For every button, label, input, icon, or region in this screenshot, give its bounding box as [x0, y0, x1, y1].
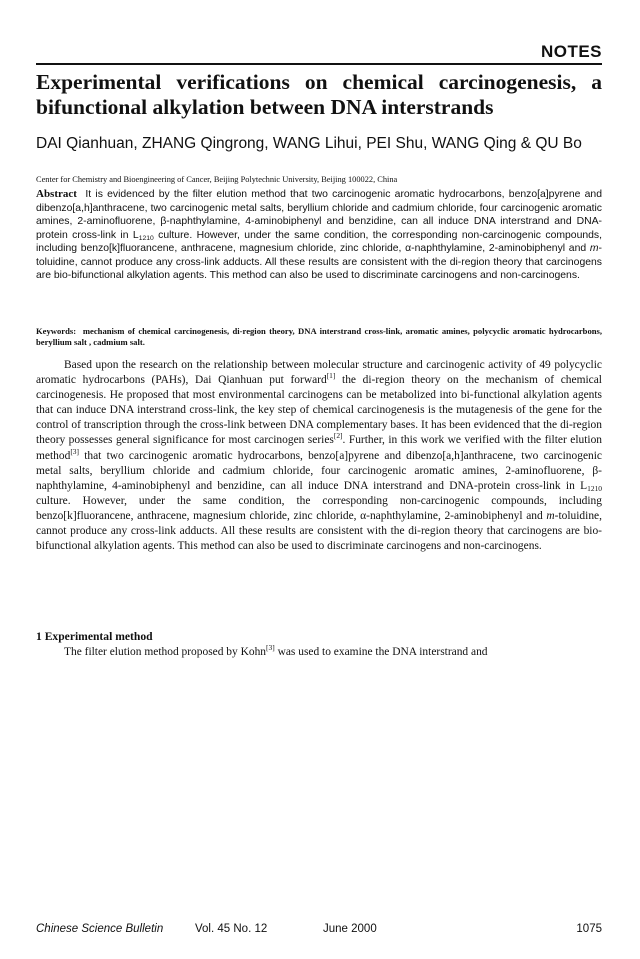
citation-ref-3b[interactable]: [3] [266, 643, 275, 652]
method-text-1: The filter elution method proposed by Kohn [64, 646, 267, 658]
method-paragraph [36, 645, 602, 660]
page-number: 1075 [576, 923, 602, 935]
article-title: Experimental verifications on chemical carcinogenesis, a bifunctional alkylation between DNA interstrands [36, 70, 602, 119]
intro-text-4: that two carcinogenic aromatic hydrocarbons, benzo[a]pyrene and dibenzo[a,h]anthracene, two carcinogenic metal salts, beryllium chloride and cadmium chloride, four carcinogenic aromatic amines, 2-aminofluorene, β-naphthylamine, 4-aminobiphenyl and benzidine, can all induce DNA interstrand and DNA-protein cross-link in L [36, 449, 602, 492]
citation-ref-2[interactable]: [2] [333, 431, 343, 441]
keywords-label: Keywords: [36, 326, 77, 336]
issue-date: June 2000 [323, 923, 377, 935]
header-rule [36, 63, 602, 65]
section-heading: 1 Experimental method [36, 630, 153, 643]
abstract-text-2: culture. However, under the same condition, the corresponding non-carcinogenic compounds, including benzo[k]fluorancene, anthracene, magnesium chloride, zinc chloride, α-naphthylamine, 2-aminobiphenyl and [36, 229, 602, 254]
keywords [36, 326, 602, 348]
journal-name: Chinese Science Bulletin [36, 923, 164, 935]
abstract-meta-prefix: m [589, 243, 599, 254]
intro-text-3: . Further, in this work we verified with the filter elution method [36, 434, 603, 462]
page-footer [36, 923, 602, 939]
abstract-cell-line-subscript: 1210 [138, 234, 154, 242]
meta-prefix: m [546, 509, 555, 522]
author-list: DAI Qianhuan, ZHANG Qingrong, WANG Lihui, PEI Shu, WANG Qing & QU Bo [36, 135, 582, 152]
volume-issue: Vol. 45 No. 12 [195, 923, 268, 935]
intro-text-6: -toluidine, cannot produce any cross-link adducts. All these results are consistent with the di-region theory that carcinogens are bio-bifunctional alkylation agents. This method can also be used to discriminate carcinogens and non-carcinogens. [36, 509, 602, 553]
cell-line-subscript: 1210 [587, 483, 602, 493]
intro-text-5: culture. However, under the same condition, the corresponding non-carcinogenic compounds, including benzo[k]fluorancene, anthracene, magnesium chloride, zinc chloride, α-naphthylamine, 2-aminobiphenyl and [36, 494, 602, 522]
abstract-text-3: -toluidine, cannot produce any cross-link adducts. All these results are consistent with the di-region theory that carcinogens are bio-bifunctional alkylation agents. This method can also be used to discriminate carcinogens and non-carcinogens. [36, 243, 602, 281]
method-text-2: was used to examine the DNA interstrand and [274, 646, 488, 658]
intro-paragraph [36, 358, 602, 554]
intro-text-1: Based upon the research on the relationship between molecular structure and carcinogenic activity of 49 polycyclic aromatic hydrocarbons (PAHs), Dai Qianhuan put forward [36, 359, 602, 387]
abstract-label: Abstract [36, 188, 77, 200]
intro-text-2: the di-region theory on the mechanism of chemical carcinogenesis. He proposed that most environmental carcinogens can be metabolized into bi-functional alkylation agents that can induce DNA interstrand cross-link, the key step of chemical carcinogenesis is the mutagenesis of the gene for the control of transcription through the cross-link between DNA complementary bases. It has been evidenced that the di-region theory possesses general significance for most carcinogen series [36, 374, 602, 447]
abstract-text-1: It is evidenced by the filter elution method that two carcinogenic aromatic hydrocarbons, benzo[a]pyrene and dibenzo[a,h]anthracene, two carcinogenic metal salts, beryllium chloride and cadmium chloride, four carcinogenic aromatic amines, 2-aminofluorene, β-naphthylamine, 4-aminobiphenyl and benzidine, can all induce DNA interstrand and DNA-protein cross-link in L [36, 189, 602, 241]
keywords-text: mechanism of chemical carcinogenesis, di-region theory, DNA interstrand cross-link, aromatic amines, polycyclic aromatic hydrocarbons, beryllium salt , cadmium salt. [36, 326, 603, 347]
citation-ref-3[interactable]: [3] [70, 446, 79, 456]
section-label: NOTES [540, 42, 602, 61]
affiliation: Center for Chemistry and Bioengineering of Cancer, Beijing Polytechnic University, Beijing 100022, China [36, 175, 398, 184]
abstract [36, 188, 602, 283]
citation-ref-1[interactable]: [1] [326, 371, 336, 381]
